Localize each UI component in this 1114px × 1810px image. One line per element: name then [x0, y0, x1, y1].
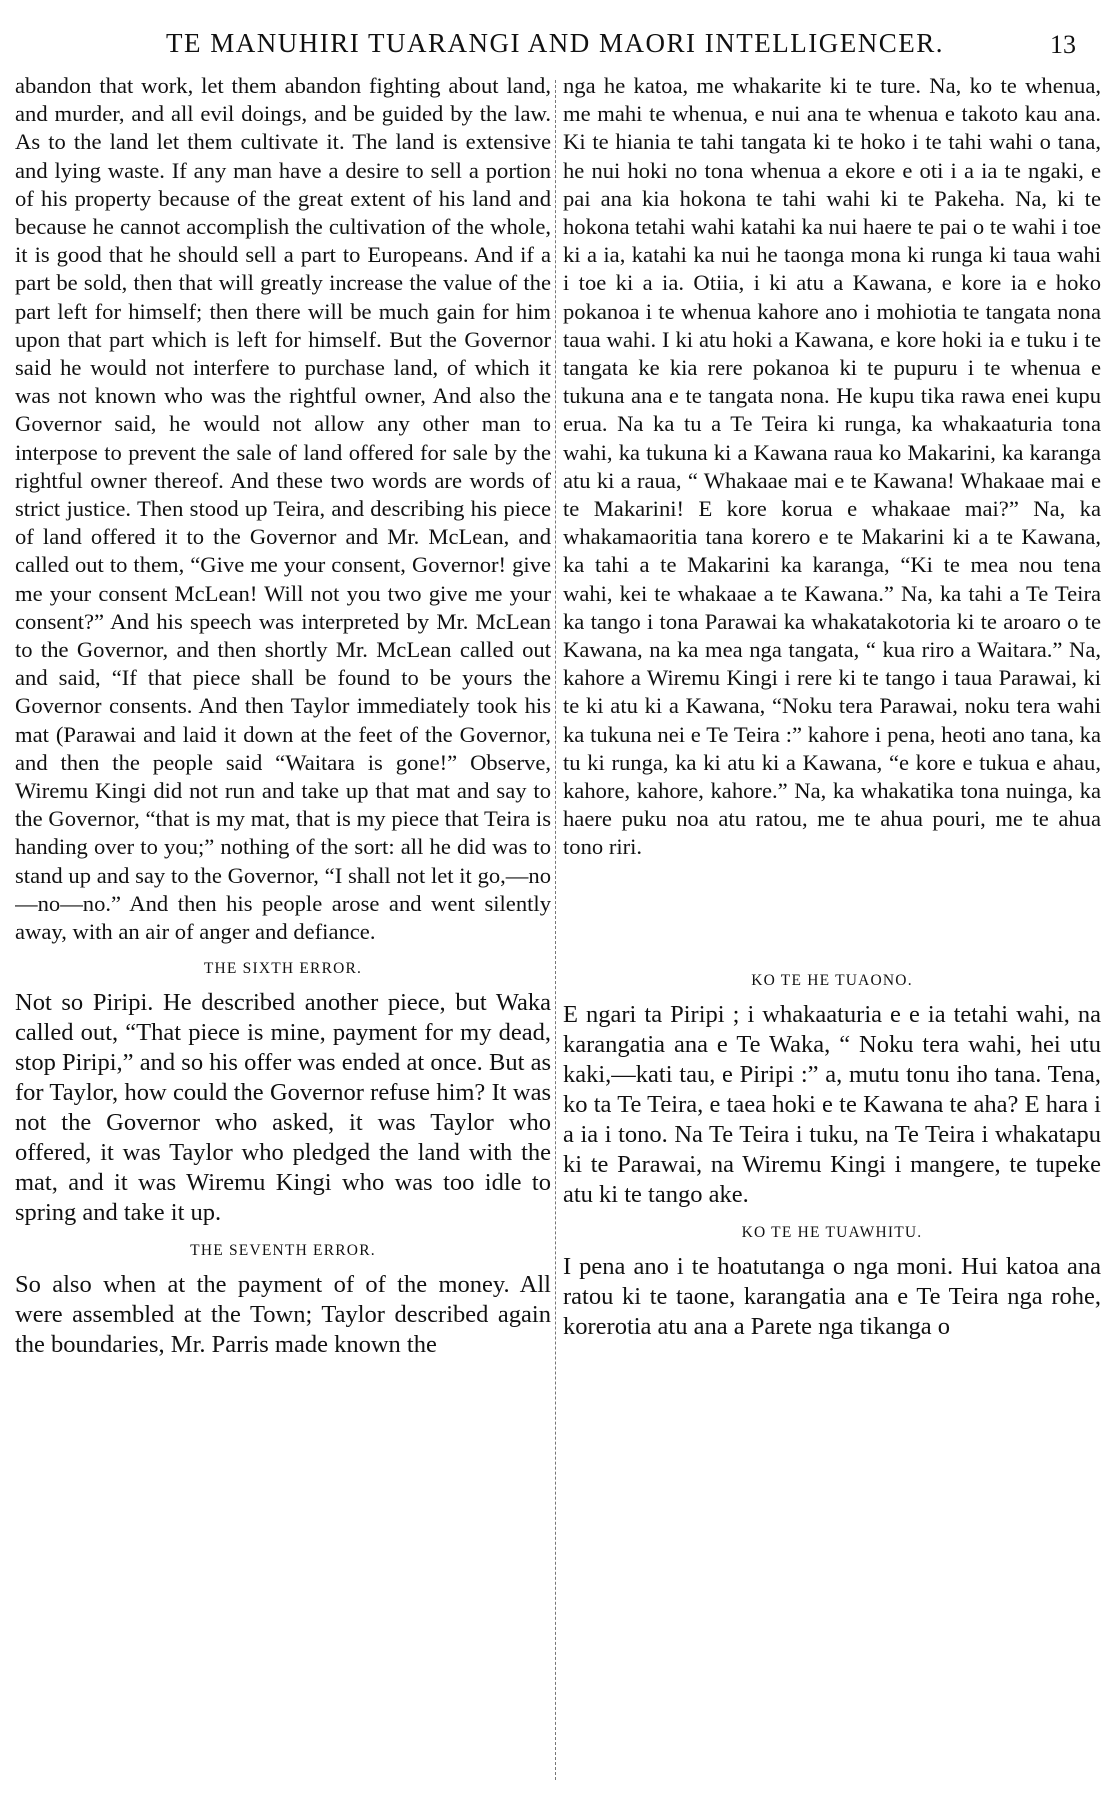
- english-column: [15, 72, 551, 1792]
- english-paragraph-2: Not so Piripi. He described another piece, but Waka called out, “That piece is mine, payment for my dead, stop Piripi,” and so his offer was ended at once. But as for Taylor, how could the Governor refuse him? It was not the Governor who asked, it was Taylor who offered, it was Taylor who pledged the land with the mat, and it was Wiremu Kingi who was too idle to spring and take it up.: [15, 989, 551, 1227]
- page-number: 13: [1050, 30, 1076, 59]
- heading-seventh-error: THE SEVENTH ERROR.: [190, 1242, 376, 1260]
- maori-paragraph-1: nga he katoa, me whakarite ki te ture. Na, ko te whenua, me mahi te whenua, e nui ana te whenua e takoto kau ana. Ki te hiania te tahi tangata ki te hoko i te tahi wahi o tana, he nui hoki no tona whenua a ekore e oti i a ia te ngaki, e pai ana kia hokona te tahi wahi ki te Pakeha. Na, ki te hokona tetahi wahi katahi ka nui haere te pai o te wahi i toe ki a ia, katahi ka nui he taonga mona ki runga ki taua wahi i toe ki a ia. Otiia, i ki atu a Kawana, e kore ia e hoko pokanoa i te whenua kahore ano i mohiotia te tangata nona taua wahi. I ki atu hoki a Kawana, e kore hoki ia e tuku i te tangata ke kia rere pokanoa ki te pupuru i te whenua e tukuna ana e te tangata nona. He kupu tika rawa enei kupu erua. Na ka tu a Te Teira ki runga, ka whakaaturia tona wahi, ka tukuna ki a Kawana raua ko Makarini, ka karanga atu ki a raua, “ Whakaae mai e te Kawana! Whakaae mai e te Makarini! E kore korua e whakaae mai?” Na, ka whakamaoritia tana korero e te Makarini ki a te Kawana, ka tahi a te Makarini ka karanga, “Ki te mea nou tena wahi, kei te whakaae a te Kawana.” Na, ka tahi a Te Teira ka tango i tona Parawai ka whakatakotoria ki te aroaro o te Kawana, na ka mea nga tangata, “ kua riro a Waitara.” Na, kahore a Wiremu Kingi i rere ki te tango i taua Parawai, ki te ki atu ki a Kawana, “Noku tera Parawai, noku tera wahi ka tukuna nei e Te Teira :” kahore i pena, heoti ano tana, ka tu ki runga, ka ki atu ki a Kawana, “e kore e tukua e ahau, kahore, kahore, kahore.” Na, ka whakatika tona nuinga, ka haere puku noa atu ratou, me te ahua pouri, me te ahua tono riri.: [563, 73, 1101, 860]
- column-gap: [563, 862, 1101, 958]
- maori-paragraph-3: I pena ano i te hoatutanga o nga moni. Hui katoa ana ratou ki te taone, karangatia ana e Te Teira nga rohe, korerotia atu ana a Parete nga tikanga o: [563, 1252, 1101, 1340]
- heading-te-he-tuaono: KO TE HE TUAONO.: [751, 971, 913, 989]
- maori-column: [563, 72, 1101, 1792]
- heading-te-he-tuawhitu: KO TE HE TUAWHITU.: [741, 1223, 923, 1241]
- page-header: [0, 28, 1114, 68]
- english-paragraph-1: abandon that work, let them abandon fighting about land, and murder, and all evil doings, and be guided by the law. As to the land let them cultivate it. The land is extensive and lying waste. If any man have a desire to sell a portion of his property because of the great extent of his land and because he cannot accomplish the cultivation of the whole, it is good that he should sell a part to Europeans. And if a part be sold, then that will greatly increase the value of the part left for himself; then there will be much gain for him upon that part which is left for himself. But the Governor said he would not interfere to purchase land, of which it was not known who was the rightful owner, And also the Governor said, he would not allow any other man to interpose to prevent the sale of land offered for sale by the rightful owner thereof. And these two words are words of strict justice. Then stood up Teira, and describing his piece of land offered it to the Governor and Mr. McLean, and called out to them, “Give me your consent, Governor! give me your consent McLean! Will not you two give me your consent?” And his speech was interpreted by Mr. McLean to the Governor, and then shortly Mr. McLean called out and said, “If that piece shall be found to be yours the Governor consents. And then Taylor immediately took his mat (Parawai and laid it down at the feet of the Governor, and then the people said “Waitara is gone!” Observe, Wiremu Kingi did not run and take up that mat and say to the Governor, “that is my mat, that is my piece that Teira is handing over to you;” nothing of the sort: all he did was to stand up and say to the Governor, “I shall not let it go,—no—no—no.” And then his people arose and went silently away, with an air of anger and defiance.: [15, 73, 551, 945]
- english-paragraph-3: So also when at the payment of of the money. All were assembled at the Town; Taylor described again the boundaries, Mr. Parris made known the: [15, 1271, 551, 1359]
- column-divider: [555, 80, 557, 1780]
- newspaper-title: TE MANUHIRI TUARANGI AND MAORI INTELLIGENCER.: [166, 28, 944, 58]
- heading-sixth-error: THE SIXTH ERROR.: [203, 960, 363, 978]
- maori-paragraph-2: E ngari ta Piripi ; i whakaaturia e e ia tetahi wahi, na karangatia ana e Te Waka, “ Noku tera wahi, hei utu kaki,—kati tau, e Piripi :” a, mutu tonu iho tana. Tena, ko ta Te Teira, e taea hoki e te Kawana te aha? E hara i a ia i tono. Na Te Teira i tuku, na Te Teira i whakatapu ki te Parawai, na Wiremu Kingi i mangere, te tupeke atu ki te tango ake.: [563, 1000, 1101, 1208]
